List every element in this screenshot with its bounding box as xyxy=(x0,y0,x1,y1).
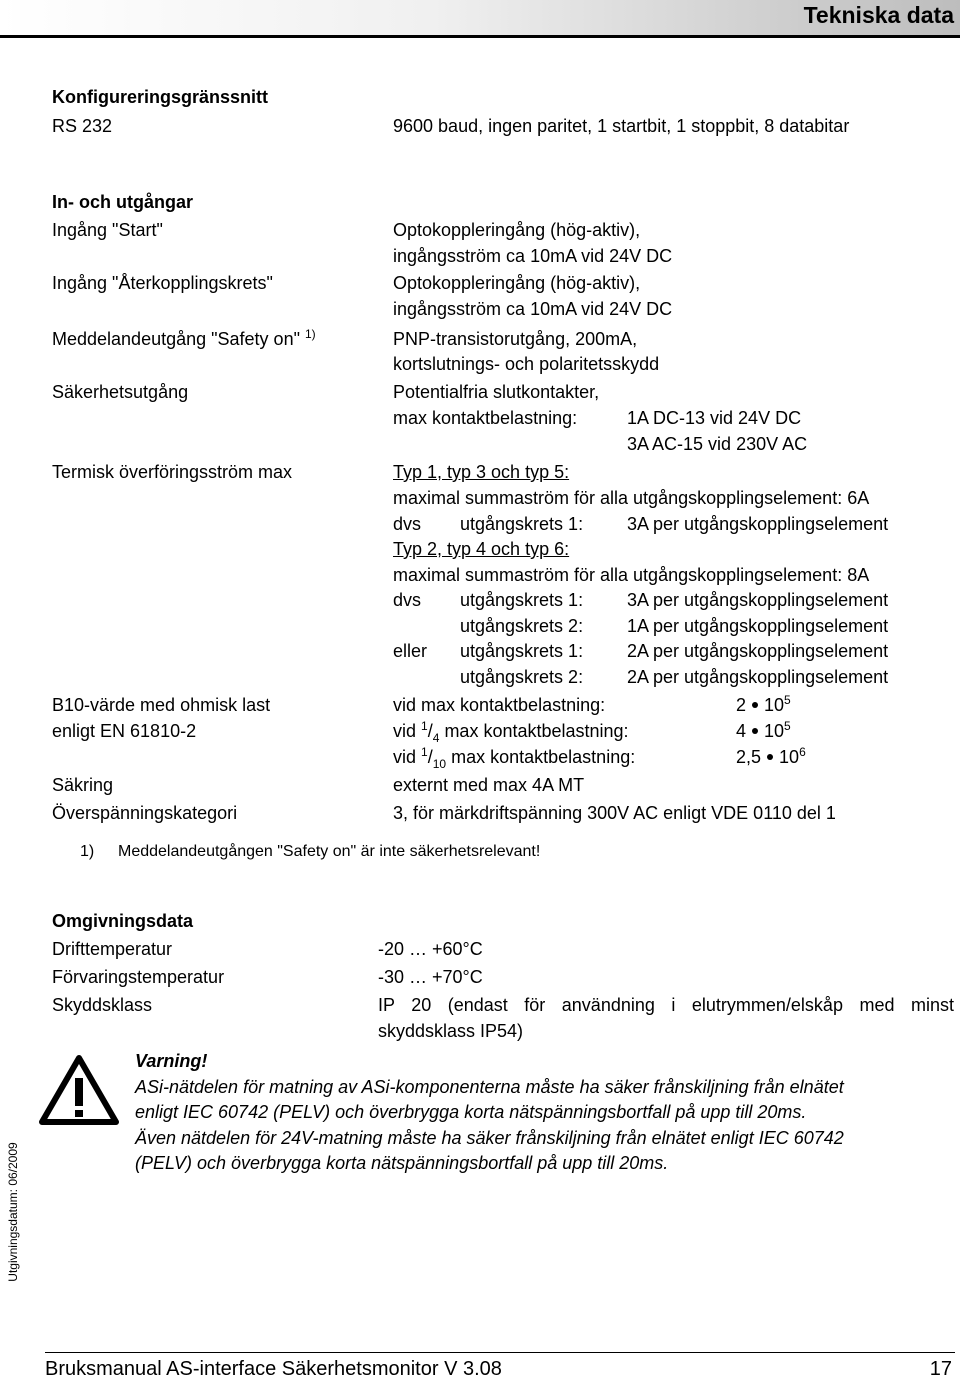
typ2-eller: eller xyxy=(393,641,428,661)
multiply-dot-icon xyxy=(752,702,758,708)
b10-row-3-exp: 6 xyxy=(799,745,806,759)
overspanning-value: 3, för märkdriftspänning 300V AC enligt VDE 0110 del 1 xyxy=(393,803,836,823)
b10-row-1-base: 10 xyxy=(764,695,785,715)
warning-icon xyxy=(38,1054,120,1126)
drift-value: -20 … +60°C xyxy=(378,939,483,959)
footer-title: Bruksmanual AS-interface Säkerhetsmonitor V 3.08 xyxy=(45,1358,502,1380)
typ1-dvs: dvs xyxy=(393,514,422,534)
multiply-dot-icon xyxy=(767,754,773,760)
footer-divider xyxy=(45,1352,955,1353)
b10-row-2-pre: vid xyxy=(393,721,417,741)
safety-on-value-2: kortslutnings- och polaritetsskydd xyxy=(393,354,660,374)
typ2-krets-1: utgångskrets 1: xyxy=(460,590,584,610)
typ1-val: 3A per utgångskopplingselement xyxy=(627,514,889,534)
typ2-heading: Typ 2, typ 4 och typ 6: xyxy=(393,539,570,559)
footnote-number: 1) xyxy=(80,843,95,860)
b10-label-2: enligt EN 61810-2 xyxy=(52,721,197,741)
b10-row-2-num: 1 xyxy=(421,719,428,733)
forvaring-value: -30 … +70°C xyxy=(378,967,483,987)
start-value-2: ingångsström ca 10mA vid 24V DC xyxy=(393,246,673,266)
typ2-krets-4: utgångskrets 2: xyxy=(460,667,584,687)
typ1-krets: utgångskrets 1: xyxy=(460,514,584,534)
sakerhet-value-3: 3A AC-15 vid 230V AC xyxy=(627,434,808,454)
safety-on-label xyxy=(52,328,316,350)
b10-row-3-text: vid $^1/_{10}$ max kontaktbelastning: xyxy=(393,745,636,771)
config-heading: Konfigureringsgränssnitt xyxy=(52,87,269,107)
typ2-dvs: dvs xyxy=(393,590,422,610)
overspanning-label: Överspänningskategori xyxy=(52,803,238,823)
warning-title: Varning! xyxy=(135,1051,208,1071)
safety-on-text: Meddelandeutgång "Safety on" xyxy=(52,329,300,349)
typ2-krets-3: utgångskrets 1: xyxy=(460,641,584,661)
b10-row-2-value xyxy=(736,720,791,742)
env-heading: Omgivningsdata xyxy=(52,911,194,931)
b10-label-1: B10-värde med ohmisk last xyxy=(52,695,271,715)
sakring-label: Säkring xyxy=(52,775,114,795)
warning-line-3: Även nätdelen för 24V-matning måste ha säker frånskiljning från elnätet enligt IEC 60742 xyxy=(135,1128,844,1148)
typ1-heading: Typ 1, typ 3 och typ 5: xyxy=(393,462,570,482)
termisk-label: Termisk överföringsström max xyxy=(52,462,293,482)
typ2-krets-2: utgångskrets 2: xyxy=(460,616,584,636)
rs232-label: RS 232 xyxy=(52,116,113,136)
io-heading: In- och utgångar xyxy=(52,192,193,212)
forvaring-label: Förvaringstemperatur xyxy=(52,967,225,987)
multiply-dot-icon xyxy=(752,728,758,734)
start-value-1: Optokoppleringång (hög-aktiv), xyxy=(393,220,641,240)
typ2-max: maximal summaström för alla utgångskopplingselement: 8A xyxy=(393,565,870,585)
page-number: 17 xyxy=(929,1358,952,1380)
b10-row-3-post: max kontaktbelastning: xyxy=(451,747,636,767)
b10-row-2-base: 10 xyxy=(764,721,785,741)
b10-row-1-exp: 5 xyxy=(784,693,791,707)
b10-row-1-text: vid max kontaktbelastning: xyxy=(393,695,606,715)
typ2-val-2: 1A per utgångskopplingselement xyxy=(627,616,889,636)
sakerhet-value-1: Potentialfria slutkontakter, xyxy=(393,382,600,402)
b10-row-3-base: 10 xyxy=(779,747,800,767)
warning-line-4: (PELV) och överbrygga korta nätspänningsbortfall på upp till 20ms. xyxy=(135,1153,669,1173)
b10-row-1-value xyxy=(736,694,791,716)
b10-row-3-mantissa: 2,5 xyxy=(736,747,762,767)
feedback-value-2: ingångsström ca 10mA vid 24V DC xyxy=(393,299,673,319)
sakring-value: externt med max 4A MT xyxy=(393,775,585,795)
drift-label: Drifttemperatur xyxy=(52,939,173,959)
safety-on-value-1: PNP-transistorutgång, 200mA, xyxy=(393,329,638,349)
b10-row-3-pre: vid xyxy=(393,747,417,767)
warning-line-2: enligt IEC 60742 (PELV) och överbrygga korta nätspänningsbortfall på upp till 20ms. xyxy=(135,1102,807,1122)
b10-row-3-value xyxy=(736,746,806,768)
b10-row-2-exp: 5 xyxy=(784,719,791,733)
feedback-value-1: Optokoppleringång (hög-aktiv), xyxy=(393,273,641,293)
b10-row-2-den: 4 xyxy=(432,731,440,745)
sakerhet-label: Säkerhetsutgång xyxy=(52,382,189,402)
b10-row-2-text: vid $^1/_4$ max kontaktbelastning: xyxy=(393,719,629,745)
start-label: Ingång "Start" xyxy=(52,220,163,240)
b10-row-2-mantissa: 4 xyxy=(736,721,747,741)
rs232-value: 9600 baud, ingen paritet, 1 startbit, 1 stoppbit, 8 databitar xyxy=(393,116,850,136)
sakerhet-value-2a: max kontaktbelastning: xyxy=(393,408,578,428)
typ2-val-3: 2A per utgångskopplingselement xyxy=(627,641,889,661)
footnote-text: Meddelandeutgången "Safety on" är inte säkerhetsrelevant! xyxy=(118,843,541,860)
feedback-label: Ingång "Återkopplingskrets" xyxy=(52,273,273,293)
skydd-label: Skyddsklass xyxy=(52,995,153,1015)
b10-row-1-mantissa: 2 xyxy=(736,695,747,715)
typ2-val-1: 3A per utgångskopplingselement xyxy=(627,590,889,610)
b10-row-3-den: 10 xyxy=(432,757,447,771)
typ1-max: maximal summaström för alla utgångskopplingselement: 6A xyxy=(393,488,870,508)
skydd-value-1: IP 20 (endast för användning i elutrymmen/elskåp med minst xyxy=(378,995,954,1015)
typ2-val-4: 2A per utgångskopplingselement xyxy=(627,667,889,687)
b10-row-3-num: 1 xyxy=(421,745,428,759)
header-divider xyxy=(0,35,960,38)
sakerhet-value-2b: 1A DC-13 vid 24V DC xyxy=(627,408,802,428)
page-title: Tekniska data xyxy=(803,2,954,28)
issue-date-side-text: Utgivningsdatum: 06/2009 xyxy=(6,1142,20,1282)
warning-line-1: ASi-nätdelen för matning av ASi-komponenterna måste ha säker frånskiljning från elnätet xyxy=(135,1077,844,1097)
skydd-value-2: skyddsklass IP54) xyxy=(378,1021,524,1041)
safety-on-footnote-ref: 1) xyxy=(304,327,316,341)
b10-row-2-post: max kontaktbelastning: xyxy=(444,721,629,741)
